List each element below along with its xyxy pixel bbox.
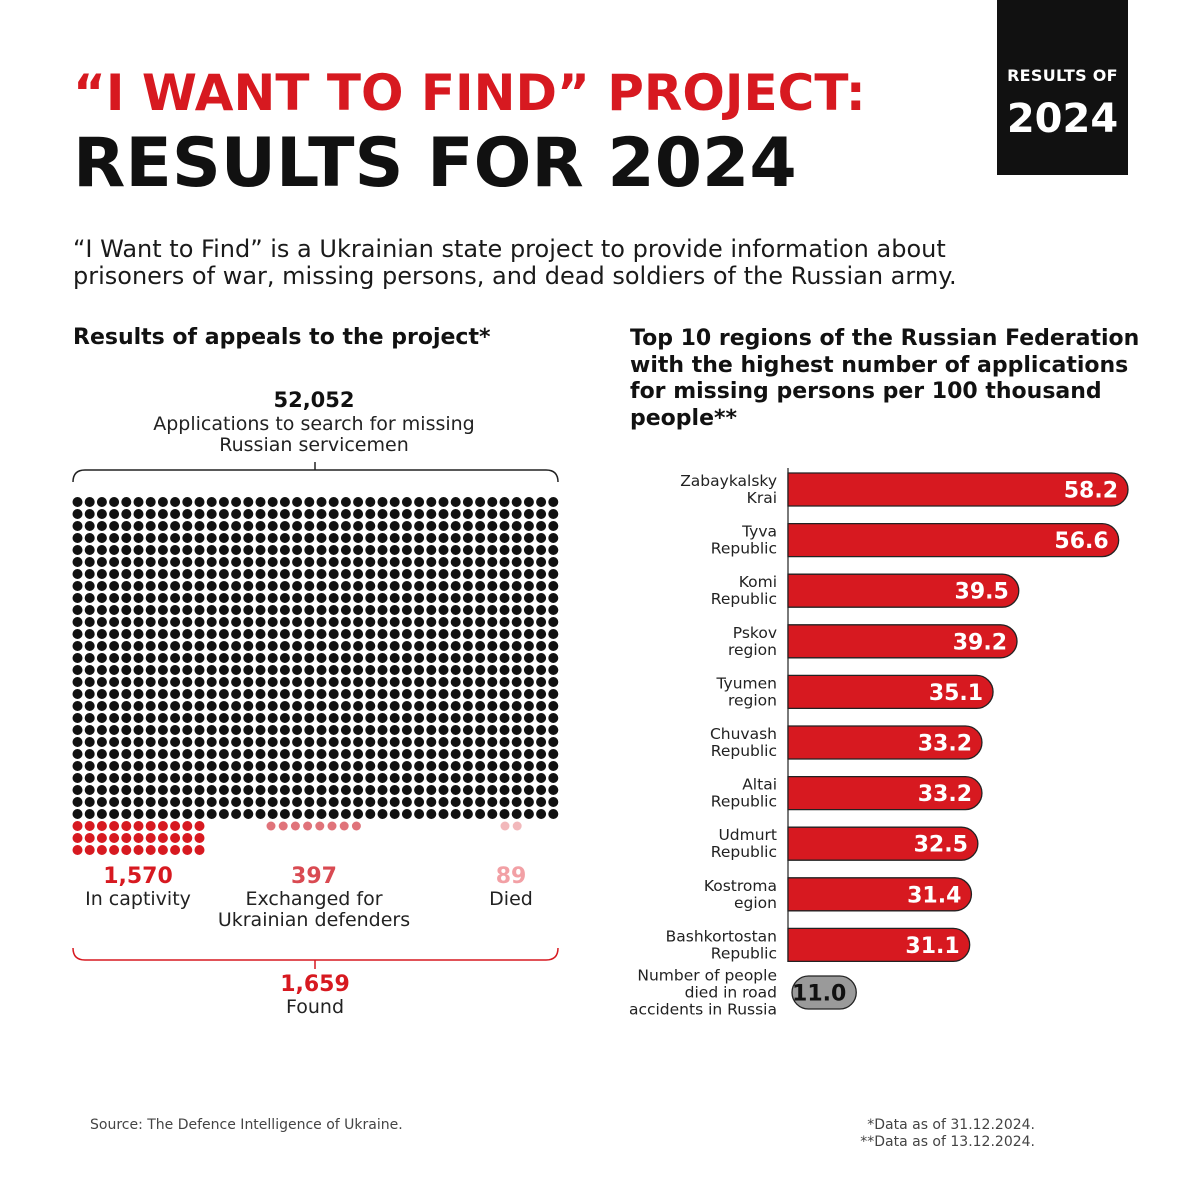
died-label: Died [489, 888, 533, 910]
died-value: 89 [495, 864, 527, 889]
bar-category-label: Zabaykalsky Krai [680, 472, 777, 507]
total-applications-label: Applications to search for missing Russian servicemen [153, 413, 475, 456]
found-label: Found [285, 996, 345, 1018]
bar-category-label: Pskov region [727, 623, 777, 659]
captivity-label: In captivity [85, 888, 191, 910]
page-title-line2: RESULTS FOR 2024 [73, 124, 797, 203]
bar-value-label: 39.2 [952, 630, 1007, 656]
badge-caption: RESULTS OF [1007, 66, 1118, 85]
bar-category-label: Kostroma egion [703, 876, 777, 912]
bar-category-label: Komi Republic [710, 573, 777, 609]
found-value: 1,659 [280, 972, 350, 997]
exchanged-value: 397 [291, 864, 337, 889]
source-note: Source: The Defence Intelligence of Ukraine. [90, 1117, 403, 1133]
bar-category-label: Chuvash Republic [709, 725, 777, 760]
bar-category-label: Number of people died in road accidents in Russia [628, 966, 777, 1019]
exchanged-label: Exchanged for Ukrainian defenders [217, 888, 411, 931]
bar-value-label: 58.2 [1063, 478, 1118, 504]
bar-value-label: 31.1 [905, 933, 960, 959]
bar-value-label: 31.4 [907, 883, 962, 909]
bar-value-label: 39.5 [954, 579, 1009, 605]
badge-year: 2024 [1006, 96, 1119, 142]
footnote-2: **Data as of 13.12.2024. [860, 1134, 1035, 1150]
waffle-heading: Results of appeals to the project* [73, 325, 491, 350]
bar-category-label: Tyva Republic [710, 522, 777, 558]
bar-value-label: 56.6 [1054, 529, 1109, 555]
bar-category-label: Tyumen region [716, 674, 777, 710]
bar-value-label: 32.5 [913, 832, 968, 858]
bar-value-label: 35.1 [928, 680, 984, 706]
bar-value-label: 11.0 [792, 981, 847, 1007]
bar-value-label: 33.2 [917, 731, 972, 757]
captivity-value: 1,570 [103, 864, 173, 889]
bar-category-label: Bashkortostan Republic [665, 927, 777, 963]
bar-category-label: Udmurt Republic [710, 826, 777, 862]
intro-text: “I Want to Find” is a Ukrainian state project to provide information about prisoners of war, missing persons, and dead soldiers of the Russian army. [73, 235, 957, 290]
footnote-1: *Data as of 31.12.2024. [867, 1117, 1035, 1133]
page-title-line1: “I WANT TO FIND” PROJECT: [73, 64, 866, 122]
bar-value-label: 33.2 [917, 782, 972, 808]
bar-category-label: Altai Republic [710, 775, 777, 811]
total-applications-value: 52,052 [273, 388, 355, 412]
bars-heading: Top 10 regions of the Russian Federation with the highest number of applications for missing persons per 100 thousand people** [630, 326, 1140, 431]
